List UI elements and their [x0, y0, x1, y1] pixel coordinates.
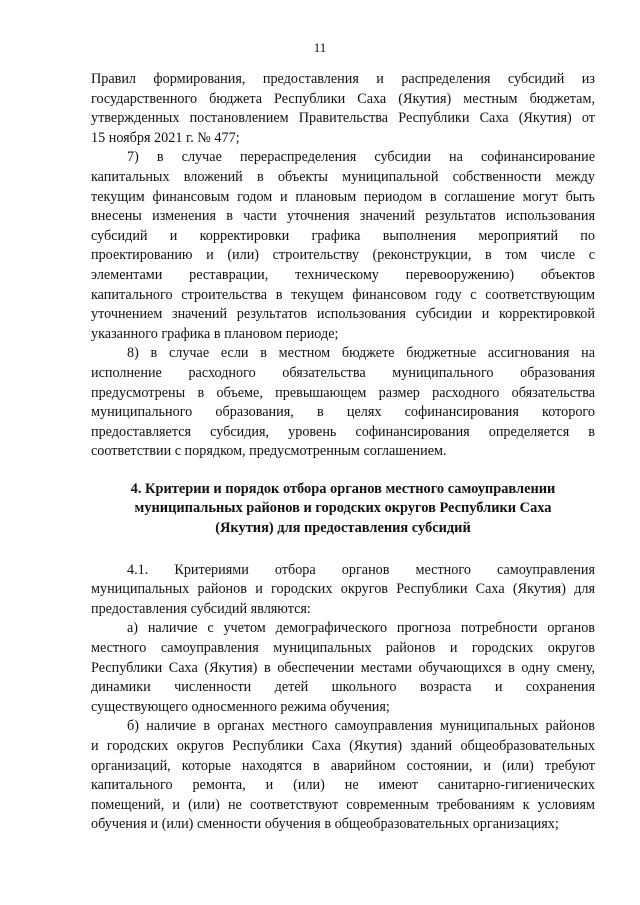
- text-line: указанного графика в плановом периоде;: [91, 325, 339, 342]
- text-line: а) наличие с учетом демографического прогноза потребности органов: [127, 620, 595, 637]
- page-number: 11: [313, 40, 327, 55]
- heading-line: 4. Критерии и порядок отбора органов местного самоуправлении: [130, 480, 556, 497]
- document-body: [91, 70, 595, 835]
- text-line: 15 ноября 2021 г. № 477;: [91, 129, 240, 146]
- text-line: капитального ремонта, и (или) не имеют санитарно-гигиенических: [91, 777, 595, 794]
- text-line: 8) в случае если в местном бюджете бюджетные ассигнования на: [127, 345, 595, 362]
- text-line: предоставляется субсидия, уровень софинансирования определяется в: [91, 423, 595, 440]
- text-line: соответствии с порядком, предусмотренным соглашением.: [91, 443, 447, 460]
- paragraph-4-1: [91, 561, 595, 620]
- text-line: субсидий и корректировки графика выполнения мероприятий по: [91, 227, 595, 244]
- paragraph-item-7: [91, 148, 595, 344]
- text-line: помещений, и (или) не соответствуют современным требованиям к условиям: [91, 796, 595, 813]
- text-line: 4.1. Критериями отбора органов местного самоуправления: [127, 561, 595, 578]
- text-line: существующего односменного режима обучения;: [91, 698, 390, 715]
- heading-line: муниципальных районов и городских округов Республики Саха: [134, 500, 552, 517]
- heading-line: (Якутия) для предоставления субсидий: [215, 520, 471, 537]
- text-line: Правил формирования, предоставления и распределения субсидий из: [91, 71, 595, 87]
- section-heading: [91, 480, 595, 539]
- paragraph-item-8: [91, 344, 595, 462]
- text-line: внесены изменения в части уточнения значений результатов использования: [91, 208, 595, 225]
- text-line: проектированию и (или) строительству (реконструкции, в том числе с: [91, 247, 595, 264]
- text-line: капитальных вложений в объекты муниципальной собственности между: [91, 168, 595, 185]
- text-line: уточнением значений результатов использования субсидии и корректировкой: [91, 306, 595, 323]
- text-line: элементами реставрации, техническому перевооружению) объектов: [91, 266, 595, 283]
- text-line: утвержденных постановлением Правительства Республики Саха (Якутия) от: [91, 110, 595, 127]
- text-line: 7) в случае перераспределения субсидии на софинансирование: [127, 149, 595, 166]
- text-line: текущим финансовым годом и плановым периодом в соглашение могут быть: [91, 188, 595, 205]
- paragraph-item-b: [91, 717, 595, 835]
- text-line: исполнение расходного обязательства муниципального образования: [91, 364, 595, 381]
- paragraph-intro: [91, 70, 595, 148]
- paragraph-item-a: [91, 619, 595, 717]
- text-line: предоставления субсидий являются:: [91, 600, 311, 617]
- text-line: предусмотрены в объеме, превышающем размер расходного обязательства: [91, 384, 595, 401]
- text-line: организаций, которые находятся в аварийном состоянии, и (или) требуют: [91, 757, 595, 774]
- text-line: и городских округов Республики Саха (Якутия) зданий общеобразовательных: [91, 738, 595, 754]
- text-line: капитального строительства в текущем финансовом году с соответствующим: [91, 286, 595, 303]
- text-line: б) наличие в органах местного самоуправления муниципальных районов: [127, 718, 595, 735]
- text-line: Республики Саха (Якутия) в обеспечении местами обучающихся в одну смену,: [91, 659, 595, 676]
- text-line: муниципального образования, в целях софинансирования которого: [91, 404, 595, 421]
- text-line: динамики численности детей школьного возраста и сохранения: [91, 679, 595, 696]
- text-line: обучения и (или) сменности обучения в общеобразовательных организациях;: [91, 816, 559, 833]
- text-line: местного самоуправления муниципальных районов и городских округов: [91, 640, 595, 657]
- text-line: государственного бюджета Республики Саха (Якутия) местным бюджетам,: [91, 90, 595, 107]
- text-line: муниципальных районов и городских округов Республики Саха (Якутия) для: [91, 581, 595, 598]
